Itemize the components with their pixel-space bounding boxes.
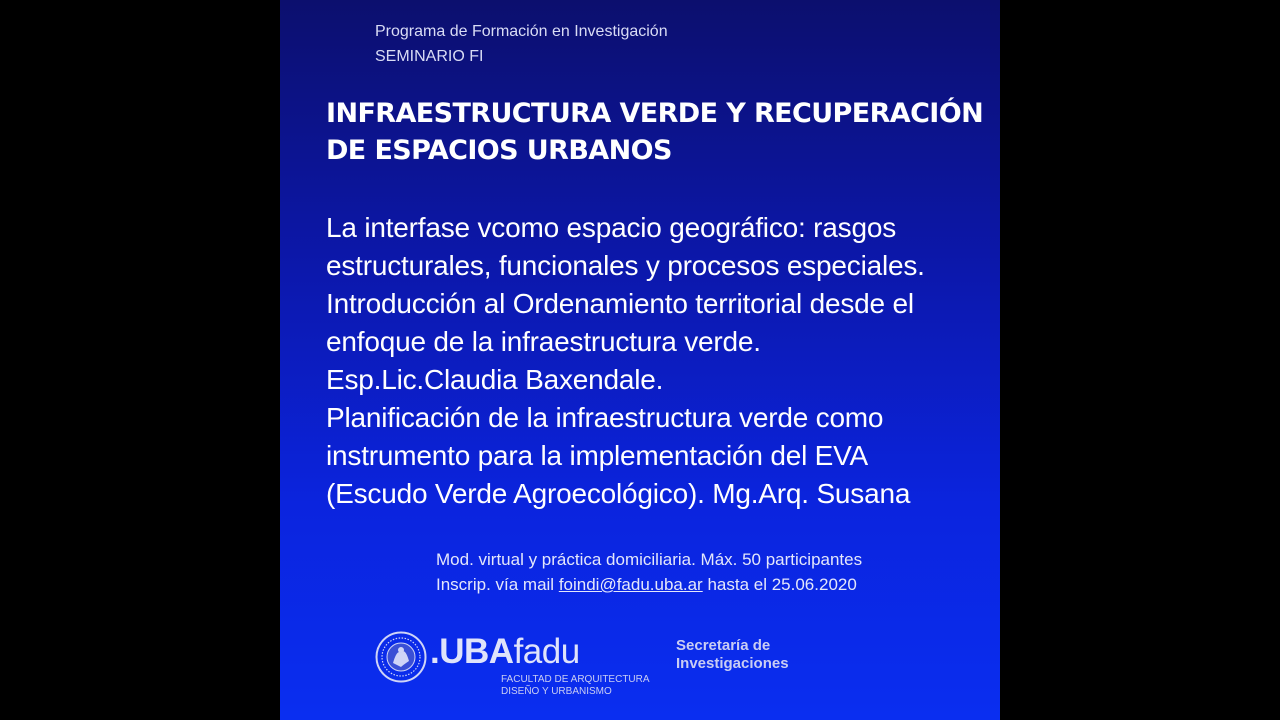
uba-fadu-logo (430, 632, 580, 672)
seminar-label: SEMINARIO FI (375, 48, 484, 65)
seminar-poster (280, 0, 1000, 720)
description-line: La interfase vcomo espacio geográfico: rasgos (326, 212, 896, 243)
description-line: instrumento para la implementación del EVA (326, 440, 869, 471)
email-link[interactable]: foindi@fadu.uba.ar (558, 575, 703, 594)
logo-uba: .UBA (430, 632, 514, 671)
description-line: estructurales, funcionales y procesos especiales. (326, 250, 925, 281)
secretaria-label (676, 637, 789, 673)
seminar-description (326, 209, 991, 513)
description-line: Introducción al Ordenamiento territorial desde el (326, 288, 914, 319)
description-line: (Escudo Verde Agroecológico). Mg.Arq. Susana (326, 478, 911, 509)
registration-line (436, 572, 862, 597)
faculty-line-2: DISEÑO Y URBANISMO (501, 686, 612, 697)
registration-prefix: Inscrip. vía mail (436, 575, 559, 594)
program-name: Programa de Formación en Investigación (375, 23, 668, 40)
title-line-2: DE ESPACIOS URBANOS (326, 135, 672, 166)
description-line: Esp.Lic.Claudia Baxendale. (326, 364, 664, 395)
title-line-1: INFRAESTRUCTURA VERDE Y RECUPERACIÓN (326, 98, 984, 129)
secretaria-line-2: Investigaciones (676, 655, 789, 672)
secretaria-line-1: Secretaría de (676, 637, 771, 654)
registration-deadline: hasta el 25.06.2020 (702, 575, 857, 594)
description-line: Planificación de la infraestructura verde como (326, 402, 884, 433)
program-header (375, 19, 668, 69)
seminar-title (326, 95, 986, 169)
faculty-name (501, 674, 650, 698)
modality-text: Mod. virtual y práctica domiciliaria. Máx. 50 participantes (436, 550, 863, 569)
faculty-line-1: FACULTAD DE ARQUITECTURA (501, 674, 650, 685)
description-line: enfoque de la infraestructura verde. (326, 326, 761, 357)
logo-fadu: fadu (513, 632, 580, 671)
university-seal-icon (375, 631, 427, 683)
registration-info (436, 547, 862, 597)
